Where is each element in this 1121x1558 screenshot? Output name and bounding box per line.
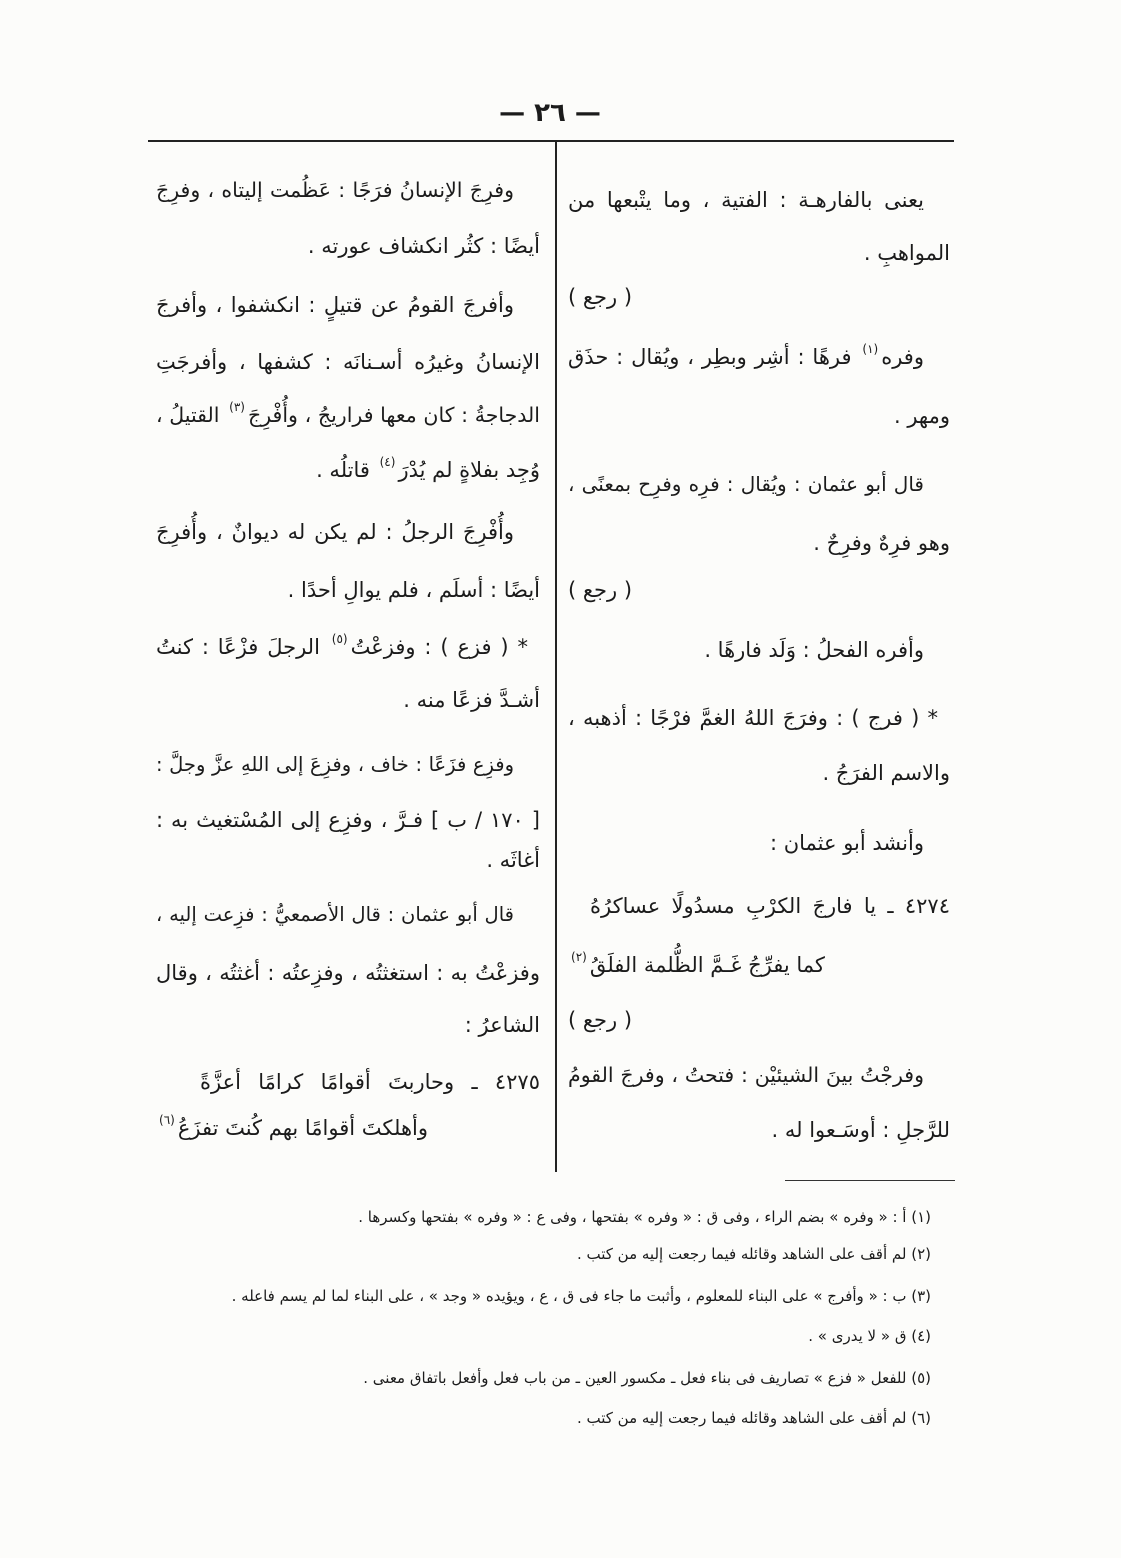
footnote-marker: (٥) [331,632,348,646]
text-line: ومهر . [893,404,950,428]
text-line: [ ١٧٠ / ب ] فـرَّ ، وفزِع إلى المُسْتغيث به : [156,808,541,832]
column-divider [555,142,557,1172]
text-line: أغاثَه . [486,848,540,872]
text-line: وأفرجَ القومُ عن قتيلٍ : انكشفوا ، وأفرجَ [156,293,514,317]
footnote-item: (٢) لم أقف على الشاهد وقائله فيما رجعت إليه من كتب . [576,1245,931,1263]
text-line: وفزعْتُ به : استغثتُه ، وفزِعتُه : أغثتُه ، وقال [156,961,540,985]
text-line: يعنى بالفارهـة : الفتية ، وما يتْبعها من [568,188,924,212]
verse-line: ٤٢٧٥ ـ وحاربتَ أقوامًا كرامًا أعزَّةً [200,1070,540,1094]
line-text: وُجِد بفلاةٍ لم يُدْرَ [398,458,540,482]
entry-heading-line [156,629,540,665]
return-marker: ( رجع ) [568,578,633,602]
verse-line [156,1110,540,1146]
line-text: وفره [881,345,924,369]
footnote-item: (٦) لم أقف على الشاهد وقائله فيما رجعت إليه من كتب . [576,1409,931,1427]
text-line [156,397,540,433]
text-line: وأفره الفحلُ : وَلَد فارهًا . [704,638,924,662]
page-number: — ٢٦ — [499,98,601,128]
footnote-item: (٥) للفعل « فزع » تصاريف فى بناء فعل ـ مكسور العين ـ من باب فعل وأفعل باتفاق معنى . [363,1369,931,1387]
verse-line: ٤٢٧٤ ـ يا فارجَ الكرْبِ مسدُولًا عساكرُهُ [590,894,950,918]
verse-line [568,947,950,983]
line-text: الدجاجةُ : كان معها فراريجُ ، وأُفْرِجَ [247,403,540,427]
text-line: أيضًا : أسلَم ، فلم يوالِ أحدًا . [287,578,540,602]
text-line: قال أبو عثمان : ويُقال : فرِه وفرِح بمعنًى ، [568,472,924,496]
line-text: قاتلُه . [316,458,377,482]
return-marker: ( رجع ) [568,1008,633,1032]
text-line: وأُفْرِجَ الرجلُ : لم يكن له ديوانٌ ، وأُفرِجَ [156,520,514,544]
footnote-marker: (١) [862,342,879,356]
footnote-marker: (٤) [379,455,396,469]
footnote-item: (١) أ : « وفره » بضم الراء ، وفى ق : « وفره » بفتحها ، وفى ع : « وفره » بفتحها وكسرها . [358,1208,931,1226]
text-line: الشاعرُ : [464,1013,540,1037]
text-line: قال أبو عثمان : قال الأصمعيُّ : فزِعت إليه ، [156,903,514,926]
text-line: وأنشد أبو عثمان : [769,831,924,855]
footnote-item: (٤) ق « لا يدرى » . [808,1327,931,1345]
line-text: القتيلُ ، [156,403,227,427]
text-line: للرَّجلِ : أوسَـعوا له . [771,1118,950,1142]
line-text: كما يفرِّجُ غَـمَّ الظُّلمة الفلَقُ [589,953,825,977]
footnote-rule [785,1180,955,1181]
entry-heading-line: * ( فرج ) : وفرَجَ اللهُ الغمَّ فرْجًا : أذهبه ، [568,706,938,730]
footnote-marker: (٦) [159,1113,175,1127]
text-line [568,339,950,375]
text-line: وفزِع فزَعًا : خاف ، وفزِعَ إلى اللهِ عزَّ وجلَّ : [156,753,514,776]
footnote-marker: (٣) [229,400,245,414]
text-line: وفرِجَ الإنسانُ فرَجًا : عَظُمت إليتاه ، وفرِجَ [156,178,514,202]
return-marker: ( رجع ) [568,285,633,309]
text-line: أيضًا : كثُر انكشاف عورته . [307,234,540,258]
text-line: الإنسانُ وغيرُه أسـنانَه : كشفها ، وأفرجَتِ [156,350,540,374]
line-text: فرهًا : أشِر وبطِر ، ويُقال : حذَق [568,345,860,369]
text-line: وهو فرِهٌ وفرِحٌ . [813,531,950,555]
text-line: أشـدَّ فزعًا منه . [403,688,540,712]
text-line: المواهبِ . [863,241,950,265]
footnote-marker: (٢) [571,950,587,964]
line-text: * ( فزع ) : وفزعْتُ [350,635,528,659]
text-line: والاسم الفرَجُ . [822,761,950,785]
line-text: الرجلَ فزْعًا : كنتُ [156,635,329,659]
text-line [156,452,540,488]
line-text: وأهلكتَ أقوامًا بهم كُنتَ تفزَعُ [177,1116,428,1140]
text-line: وفرجْتُ بينَ الشيئيْن : فتحتُ ، وفرجَ القومُ [568,1063,924,1087]
footnote-item: (٣) ب : « وأفرج » على البناء للمعلوم ، وأثبت ما جاء فى ق ، ع ، ويؤيده « وجد » ، على البناء لما لم يسم فاعله . [231,1287,931,1305]
